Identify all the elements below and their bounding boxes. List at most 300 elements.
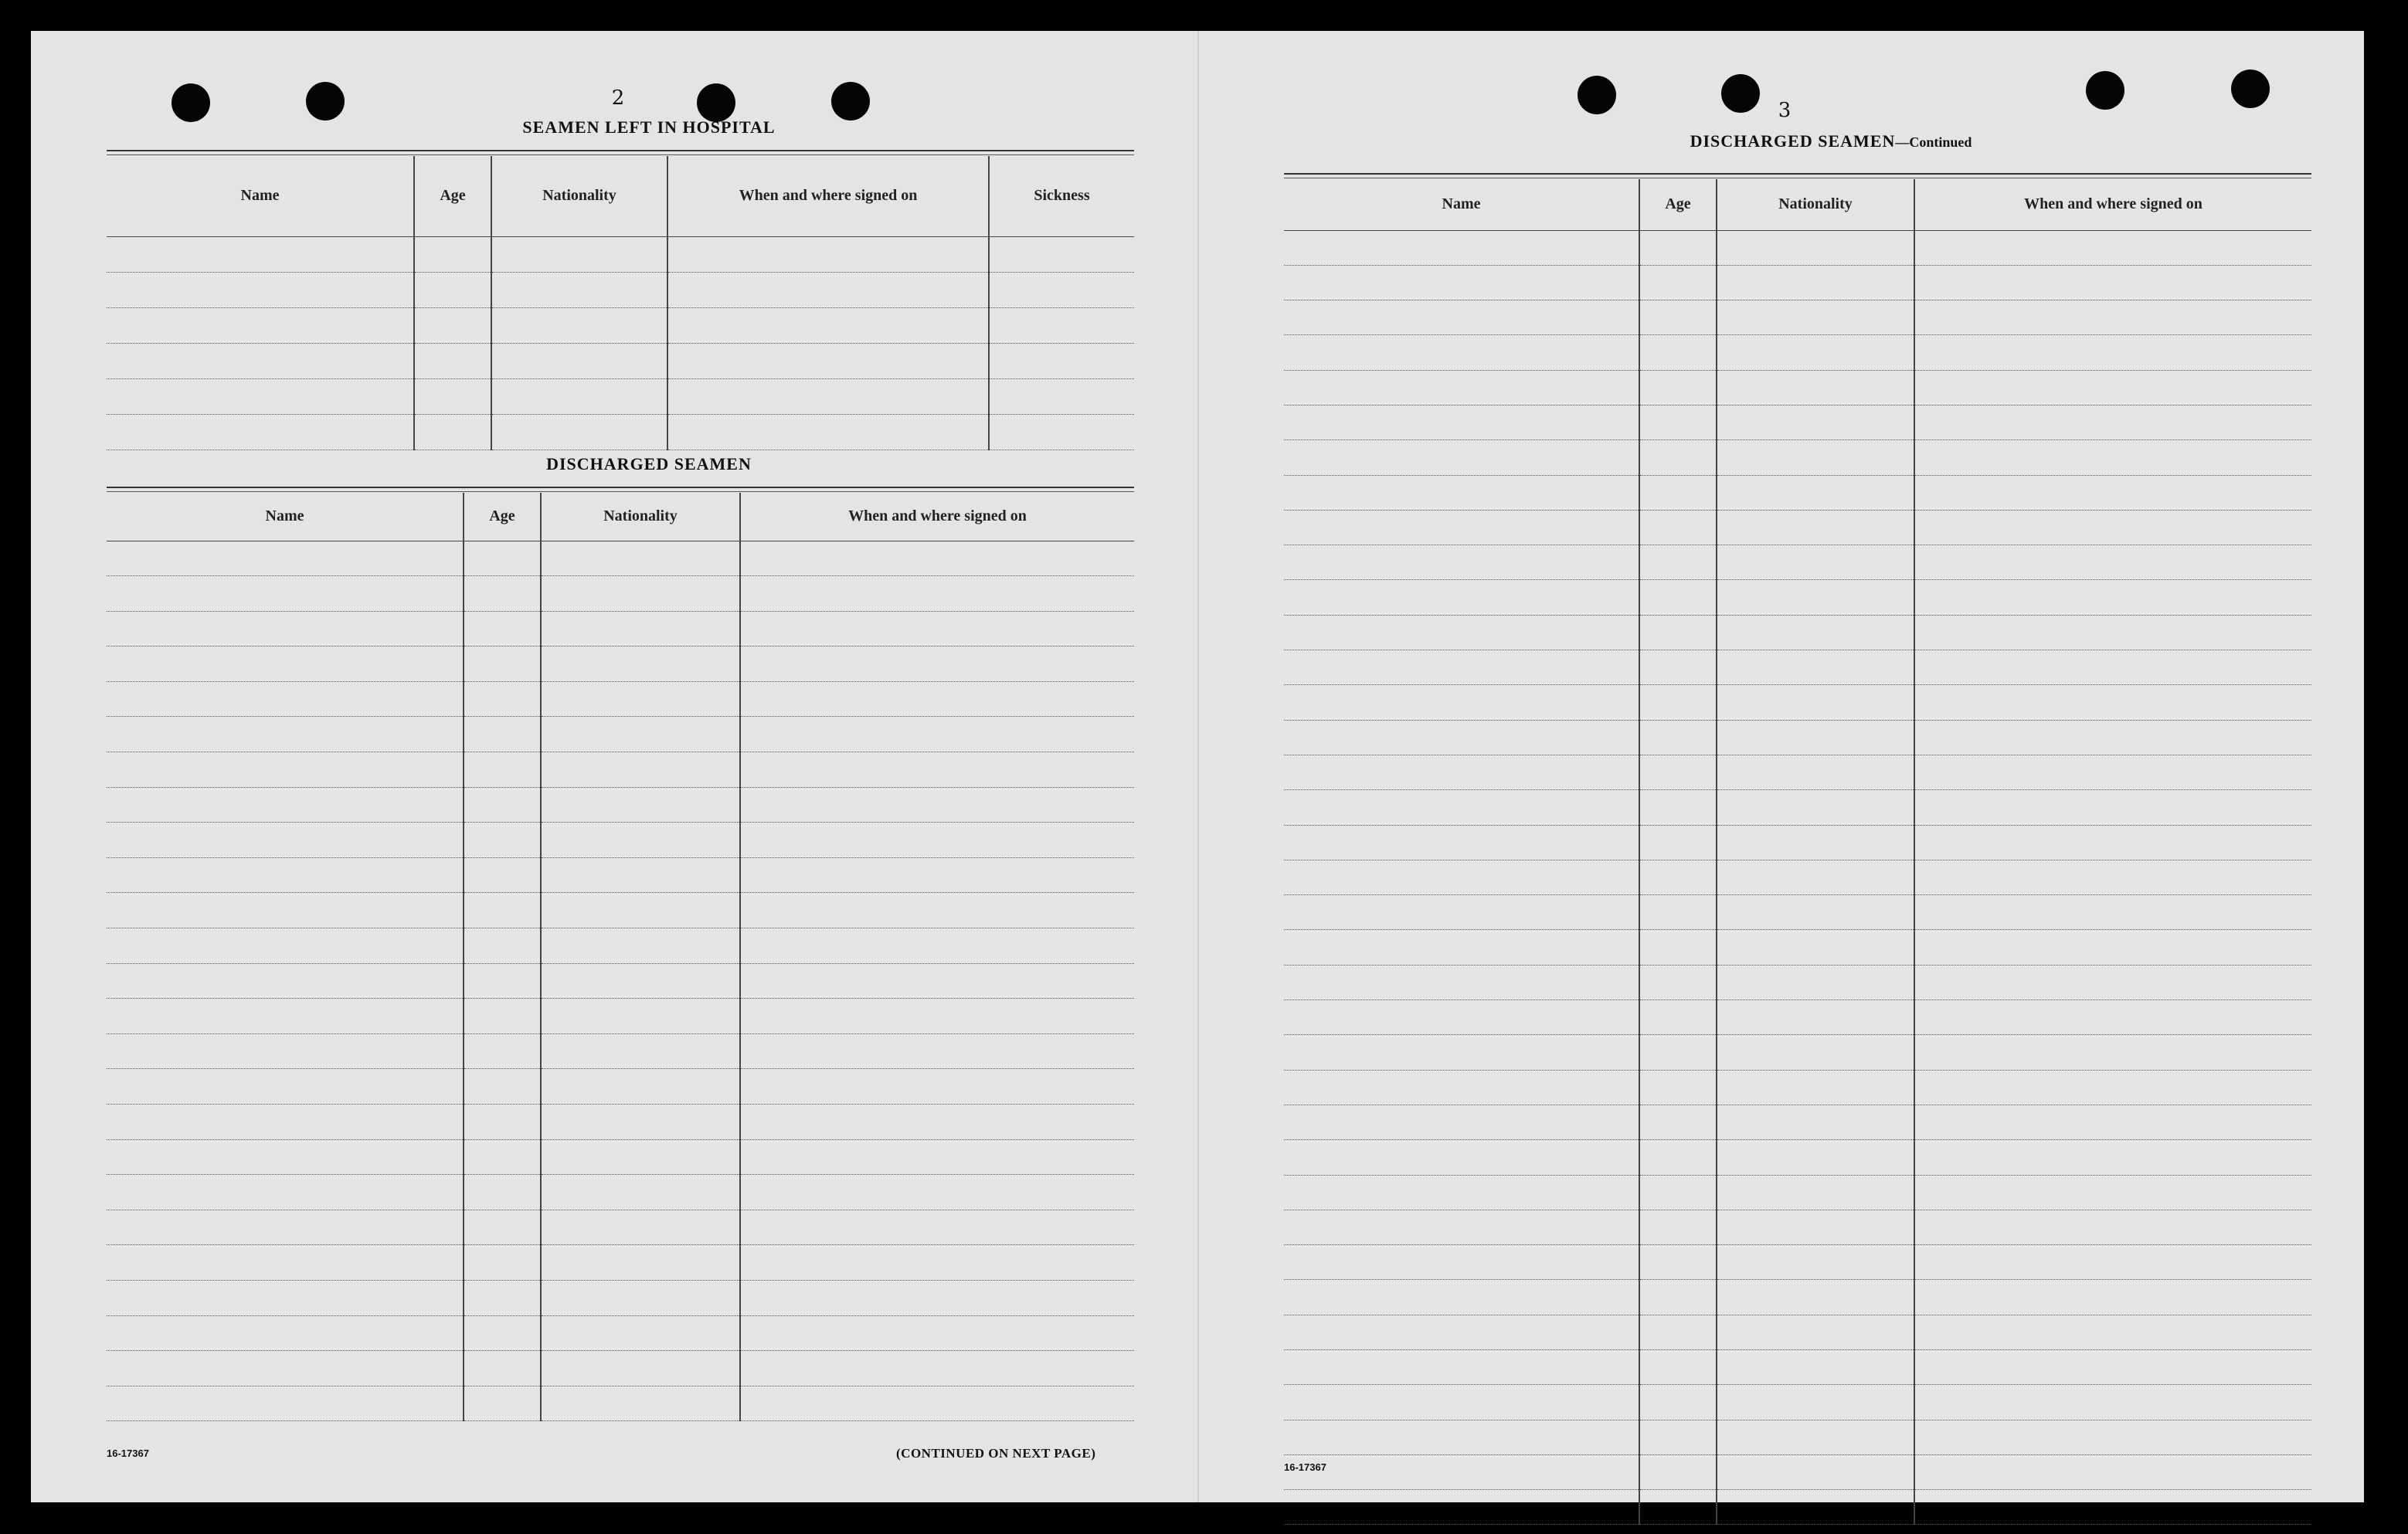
table-cell[interactable] bbox=[1914, 1140, 2311, 1175]
table-cell[interactable] bbox=[491, 414, 667, 450]
table-row bbox=[107, 752, 1134, 788]
table-cell[interactable] bbox=[1639, 685, 1717, 720]
table-cell[interactable] bbox=[1914, 1175, 2311, 1210]
table-cell[interactable] bbox=[1717, 265, 1914, 300]
table-cell[interactable] bbox=[1717, 475, 1914, 510]
table-cell[interactable] bbox=[1914, 1070, 2311, 1105]
table-cell[interactable] bbox=[1717, 580, 1914, 615]
table-cell[interactable] bbox=[740, 823, 1134, 858]
table-cell[interactable] bbox=[541, 681, 740, 717]
table-cell[interactable] bbox=[740, 928, 1134, 964]
table-cell[interactable] bbox=[541, 752, 740, 788]
table-cell[interactable] bbox=[541, 1315, 740, 1351]
table-cell[interactable] bbox=[107, 1315, 464, 1351]
table-cell[interactable] bbox=[107, 928, 464, 964]
table-cell[interactable] bbox=[464, 787, 541, 823]
table-cell[interactable] bbox=[1717, 1420, 1914, 1454]
table-cell[interactable] bbox=[541, 1033, 740, 1069]
table-cell[interactable] bbox=[541, 647, 740, 682]
table-cell[interactable] bbox=[107, 611, 464, 647]
table-row bbox=[107, 963, 1134, 999]
table-cell[interactable] bbox=[541, 1280, 740, 1315]
table-cell[interactable] bbox=[1914, 475, 2311, 510]
table-cell[interactable] bbox=[667, 343, 989, 378]
table-cell[interactable] bbox=[1717, 1000, 1914, 1035]
table-cell[interactable] bbox=[1717, 1175, 1914, 1210]
table-cell[interactable] bbox=[464, 963, 541, 999]
table-cell[interactable] bbox=[414, 378, 491, 414]
table-cell[interactable] bbox=[1717, 510, 1914, 545]
table-cell[interactable] bbox=[1914, 405, 2311, 439]
table-cell[interactable] bbox=[1717, 1210, 1914, 1244]
table-cell[interactable] bbox=[1639, 965, 1717, 999]
table-cell[interactable] bbox=[107, 717, 464, 752]
table-cell[interactable] bbox=[740, 1351, 1134, 1386]
table-cell[interactable] bbox=[1717, 1280, 1914, 1315]
table-cell[interactable] bbox=[464, 541, 541, 576]
table-row bbox=[1284, 650, 2311, 685]
table-cell[interactable] bbox=[107, 1210, 464, 1245]
table-cell[interactable] bbox=[1717, 300, 1914, 335]
table-cell[interactable] bbox=[1717, 615, 1914, 650]
table-cell[interactable] bbox=[1639, 720, 1717, 755]
table-cell[interactable] bbox=[1717, 1105, 1914, 1139]
table-cell[interactable] bbox=[1717, 1385, 1914, 1420]
table-cell[interactable] bbox=[740, 1386, 1134, 1421]
table-cell[interactable] bbox=[1639, 440, 1717, 475]
table-cell[interactable] bbox=[740, 1245, 1134, 1281]
table-cell[interactable] bbox=[1914, 965, 2311, 999]
table-cell[interactable] bbox=[989, 378, 1134, 414]
table-cell[interactable] bbox=[107, 681, 464, 717]
table-cell[interactable] bbox=[1914, 1035, 2311, 1070]
table-cell[interactable] bbox=[740, 681, 1134, 717]
table-cell[interactable] bbox=[1914, 1350, 2311, 1385]
table-cell[interactable] bbox=[1639, 405, 1717, 439]
table-cell[interactable] bbox=[107, 1139, 464, 1175]
table-cell[interactable] bbox=[1284, 720, 1639, 755]
table-cell[interactable] bbox=[541, 541, 740, 576]
table-cell[interactable] bbox=[1284, 755, 1639, 789]
table-cell[interactable] bbox=[1639, 1000, 1717, 1035]
table-cell[interactable] bbox=[1914, 1420, 2311, 1454]
table-cell[interactable] bbox=[464, 1280, 541, 1315]
table-cell[interactable] bbox=[107, 343, 414, 378]
table-cell[interactable] bbox=[1639, 1350, 1717, 1385]
table-cell[interactable] bbox=[107, 1351, 464, 1386]
table-cell[interactable] bbox=[107, 272, 414, 307]
table-cell[interactable] bbox=[740, 893, 1134, 928]
table-cell[interactable] bbox=[107, 576, 464, 612]
table-cell[interactable] bbox=[1914, 615, 2311, 650]
table-cell[interactable] bbox=[464, 1139, 541, 1175]
table-row bbox=[1284, 1245, 2311, 1280]
table-cell[interactable] bbox=[1639, 1140, 1717, 1175]
table-cell[interactable] bbox=[1914, 1490, 2311, 1525]
table-cell[interactable] bbox=[1639, 895, 1717, 930]
table-cell[interactable] bbox=[1717, 370, 1914, 405]
table-cell[interactable] bbox=[1717, 230, 1914, 265]
table-cell[interactable] bbox=[1639, 475, 1717, 510]
table-cell[interactable] bbox=[107, 307, 414, 343]
table-row bbox=[107, 611, 1134, 647]
table-cell[interactable] bbox=[541, 576, 740, 612]
table-cell[interactable] bbox=[464, 1069, 541, 1105]
table-cell[interactable] bbox=[1284, 1140, 1639, 1175]
table-cell[interactable] bbox=[1284, 510, 1639, 545]
table-cell[interactable] bbox=[1717, 825, 1914, 860]
table-cell[interactable] bbox=[1284, 685, 1639, 720]
table-cell[interactable] bbox=[1284, 545, 1639, 580]
table-cell[interactable] bbox=[1914, 825, 2311, 860]
table-cell[interactable] bbox=[541, 787, 740, 823]
table-cell[interactable] bbox=[740, 1139, 1134, 1175]
table-row bbox=[107, 1069, 1134, 1105]
table-cell[interactable] bbox=[414, 236, 491, 272]
table-cell[interactable] bbox=[107, 1033, 464, 1069]
table-cell[interactable] bbox=[740, 1210, 1134, 1245]
table-row bbox=[1284, 1385, 2311, 1420]
table-cell[interactable] bbox=[464, 1245, 541, 1281]
table-cell[interactable] bbox=[1717, 1315, 1914, 1349]
table-cell[interactable] bbox=[1914, 1105, 2311, 1139]
table-cell[interactable] bbox=[107, 787, 464, 823]
table-cell[interactable] bbox=[464, 999, 541, 1034]
table-row bbox=[1284, 1210, 2311, 1244]
table-cell[interactable] bbox=[1914, 895, 2311, 930]
table-cell[interactable] bbox=[1284, 1245, 1639, 1280]
table-cell[interactable] bbox=[541, 717, 740, 752]
table-cell[interactable] bbox=[740, 787, 1134, 823]
table-cell[interactable] bbox=[1914, 230, 2311, 265]
table-cell[interactable] bbox=[1717, 335, 1914, 370]
table-cell[interactable] bbox=[541, 999, 740, 1034]
table-cell[interactable] bbox=[1914, 545, 2311, 580]
table-cell[interactable] bbox=[1639, 580, 1717, 615]
table-cell[interactable] bbox=[1914, 370, 2311, 405]
table-cell[interactable] bbox=[989, 236, 1134, 272]
table-cell[interactable] bbox=[1914, 265, 2311, 300]
table-cell[interactable] bbox=[107, 1280, 464, 1315]
table-cell[interactable] bbox=[1284, 825, 1639, 860]
table-cell[interactable] bbox=[491, 236, 667, 272]
table-cell[interactable] bbox=[1284, 1454, 1639, 1489]
table-cell[interactable] bbox=[1717, 1035, 1914, 1070]
table-cell[interactable] bbox=[1284, 1350, 1639, 1385]
table-cell[interactable] bbox=[740, 541, 1134, 576]
table-cell[interactable] bbox=[1284, 1175, 1639, 1210]
table-cell[interactable] bbox=[1284, 580, 1639, 615]
table-cell[interactable] bbox=[491, 378, 667, 414]
table-cell[interactable] bbox=[1639, 1315, 1717, 1349]
table-cell[interactable] bbox=[464, 752, 541, 788]
table-cell[interactable] bbox=[1717, 930, 1914, 965]
table-cell[interactable] bbox=[1717, 755, 1914, 789]
table-cell[interactable] bbox=[464, 576, 541, 612]
table-row bbox=[1284, 1140, 2311, 1175]
table-cell[interactable] bbox=[1284, 1070, 1639, 1105]
table-cell[interactable] bbox=[464, 647, 541, 682]
table-cell[interactable] bbox=[1639, 1490, 1717, 1525]
table-cell[interactable] bbox=[491, 272, 667, 307]
table-cell[interactable] bbox=[1284, 1385, 1639, 1420]
table-cell[interactable] bbox=[541, 1139, 740, 1175]
table-cell[interactable] bbox=[1717, 720, 1914, 755]
table-cell[interactable] bbox=[1284, 965, 1639, 999]
table-cell[interactable] bbox=[1284, 930, 1639, 965]
table-cell[interactable] bbox=[1717, 860, 1914, 894]
table-cell[interactable] bbox=[1639, 1175, 1717, 1210]
table-cell[interactable] bbox=[1717, 1245, 1914, 1280]
hospital-section-title: SEAMEN LEFT IN HOSPITAL bbox=[522, 117, 776, 137]
table-cell[interactable] bbox=[1639, 545, 1717, 580]
table-cell[interactable] bbox=[464, 823, 541, 858]
table-cell[interactable] bbox=[740, 963, 1134, 999]
table-cell[interactable] bbox=[541, 1351, 740, 1386]
table-cell[interactable] bbox=[740, 1069, 1134, 1105]
table-cell[interactable] bbox=[541, 1210, 740, 1245]
table-cell[interactable] bbox=[1639, 300, 1717, 335]
table-cell[interactable] bbox=[541, 928, 740, 964]
table-cell[interactable] bbox=[740, 1033, 1134, 1069]
table-cell[interactable] bbox=[1284, 475, 1639, 510]
table-cell[interactable] bbox=[1284, 1035, 1639, 1070]
table-cell[interactable] bbox=[1717, 965, 1914, 999]
table-cell[interactable] bbox=[740, 999, 1134, 1034]
table-cell[interactable] bbox=[1717, 1454, 1914, 1489]
table-cell[interactable] bbox=[464, 1210, 541, 1245]
table-row bbox=[107, 343, 1134, 378]
table-cell[interactable] bbox=[1717, 1490, 1914, 1525]
table-cell[interactable] bbox=[1639, 615, 1717, 650]
table-cell[interactable] bbox=[107, 1386, 464, 1421]
table-cell[interactable] bbox=[1639, 1210, 1717, 1244]
table-cell[interactable] bbox=[1639, 650, 1717, 685]
table-cell[interactable] bbox=[541, 823, 740, 858]
table-cell[interactable] bbox=[107, 236, 414, 272]
table-cell[interactable] bbox=[1717, 440, 1914, 475]
table-cell[interactable] bbox=[1284, 1105, 1639, 1139]
table-cell[interactable] bbox=[1914, 1315, 2311, 1349]
table-row bbox=[107, 1033, 1134, 1069]
table-cell[interactable] bbox=[107, 1245, 464, 1281]
table-cell[interactable] bbox=[1639, 1280, 1717, 1315]
table-cell[interactable] bbox=[1639, 1070, 1717, 1105]
table-cell[interactable] bbox=[107, 414, 414, 450]
table-cell[interactable] bbox=[740, 1175, 1134, 1210]
table-cell[interactable] bbox=[1639, 1105, 1717, 1139]
table-cell[interactable] bbox=[740, 1105, 1134, 1140]
table-cell[interactable] bbox=[1914, 930, 2311, 965]
table-cell[interactable] bbox=[1914, 720, 2311, 755]
table-cell[interactable] bbox=[1639, 1454, 1717, 1489]
table-cell[interactable] bbox=[1639, 1420, 1717, 1454]
table-cell[interactable] bbox=[1639, 755, 1717, 789]
table-cell[interactable] bbox=[414, 414, 491, 450]
table-cell[interactable] bbox=[1284, 370, 1639, 405]
table-row bbox=[107, 1210, 1134, 1245]
table-cell[interactable] bbox=[464, 1351, 541, 1386]
table-cell[interactable] bbox=[1284, 650, 1639, 685]
table-row bbox=[1284, 440, 2311, 475]
table-cell[interactable] bbox=[1914, 685, 2311, 720]
table-cell[interactable] bbox=[740, 1315, 1134, 1351]
table-cell[interactable] bbox=[491, 307, 667, 343]
table-cell[interactable] bbox=[107, 541, 464, 576]
table-cell[interactable] bbox=[1284, 1210, 1639, 1244]
table-cell[interactable] bbox=[1284, 895, 1639, 930]
table-cell[interactable] bbox=[1914, 335, 2311, 370]
table-cell[interactable] bbox=[1284, 335, 1639, 370]
table-cell[interactable] bbox=[989, 414, 1134, 450]
table-cell[interactable] bbox=[491, 343, 667, 378]
table-cell[interactable] bbox=[1717, 685, 1914, 720]
table-cell[interactable] bbox=[1914, 1245, 2311, 1280]
table-cell[interactable] bbox=[1639, 1245, 1717, 1280]
table-cell[interactable] bbox=[1639, 860, 1717, 894]
table-cell[interactable] bbox=[1639, 790, 1717, 825]
table-cell[interactable] bbox=[1914, 510, 2311, 545]
table-cell[interactable] bbox=[667, 272, 989, 307]
table-row bbox=[1284, 1105, 2311, 1139]
table-cell[interactable] bbox=[464, 893, 541, 928]
table-cell[interactable] bbox=[1717, 790, 1914, 825]
table-cell[interactable] bbox=[1639, 230, 1717, 265]
table-cell[interactable] bbox=[1914, 650, 2311, 685]
table-cell[interactable] bbox=[1914, 1000, 2311, 1035]
table-cell[interactable] bbox=[1284, 405, 1639, 439]
table-cell[interactable] bbox=[541, 1386, 740, 1421]
table-cell[interactable] bbox=[1914, 1280, 2311, 1315]
table-cell[interactable] bbox=[414, 307, 491, 343]
table-cell[interactable] bbox=[1284, 265, 1639, 300]
table-cell[interactable] bbox=[740, 1280, 1134, 1315]
table-cell[interactable] bbox=[107, 1175, 464, 1210]
table-row bbox=[1284, 405, 2311, 439]
table-cell[interactable] bbox=[464, 857, 541, 893]
table-cell[interactable] bbox=[989, 343, 1134, 378]
table-cell[interactable] bbox=[1717, 1070, 1914, 1105]
table-cell[interactable] bbox=[740, 576, 1134, 612]
table-cell[interactable] bbox=[1284, 860, 1639, 894]
table-cell[interactable] bbox=[464, 1315, 541, 1351]
table-cell[interactable] bbox=[107, 999, 464, 1034]
table-cell[interactable] bbox=[1639, 1035, 1717, 1070]
table-cell[interactable] bbox=[464, 1033, 541, 1069]
table-cell[interactable] bbox=[1914, 1385, 2311, 1420]
table-cell[interactable] bbox=[1284, 440, 1639, 475]
table-cell[interactable] bbox=[464, 1105, 541, 1140]
table-cell[interactable] bbox=[107, 1105, 464, 1140]
table-cell[interactable] bbox=[107, 1069, 464, 1105]
table-cell[interactable] bbox=[1639, 510, 1717, 545]
table-cell[interactable] bbox=[667, 378, 989, 414]
table-cell[interactable] bbox=[414, 272, 491, 307]
table-row bbox=[1284, 720, 2311, 755]
table-cell[interactable] bbox=[1284, 1490, 1639, 1525]
hospital-title-rule bbox=[107, 150, 1134, 155]
table-cell[interactable] bbox=[541, 1069, 740, 1105]
table-cell[interactable] bbox=[1284, 1420, 1639, 1454]
table-cell[interactable] bbox=[1717, 1350, 1914, 1385]
table-cell[interactable] bbox=[107, 647, 464, 682]
table-row bbox=[107, 787, 1134, 823]
table-cell[interactable] bbox=[740, 717, 1134, 752]
table-cell[interactable] bbox=[107, 823, 464, 858]
table-cell[interactable] bbox=[1639, 335, 1717, 370]
table-cell[interactable] bbox=[107, 893, 464, 928]
table-cell[interactable] bbox=[1914, 790, 2311, 825]
table-cell[interactable] bbox=[541, 893, 740, 928]
table-cell[interactable] bbox=[1914, 1454, 2311, 1489]
table-cell[interactable] bbox=[1284, 790, 1639, 825]
table-cell[interactable] bbox=[464, 681, 541, 717]
table-cell[interactable] bbox=[1717, 405, 1914, 439]
table-cell[interactable] bbox=[541, 963, 740, 999]
table-cell[interactable] bbox=[1284, 1000, 1639, 1035]
table-cell[interactable] bbox=[740, 752, 1134, 788]
table-cell[interactable] bbox=[667, 236, 989, 272]
table-cell[interactable] bbox=[1284, 300, 1639, 335]
table-cell[interactable] bbox=[541, 1245, 740, 1281]
table-row bbox=[107, 272, 1134, 307]
table-row bbox=[107, 1175, 1134, 1210]
table-cell[interactable] bbox=[1914, 300, 2311, 335]
table-cell[interactable] bbox=[1639, 825, 1717, 860]
table-cell[interactable] bbox=[541, 857, 740, 893]
table-cell[interactable] bbox=[1639, 930, 1717, 965]
table-cell[interactable] bbox=[1914, 440, 2311, 475]
table-cell[interactable] bbox=[740, 611, 1134, 647]
table-cell[interactable] bbox=[989, 272, 1134, 307]
table-cell[interactable] bbox=[464, 1175, 541, 1210]
table-cell[interactable] bbox=[1914, 1210, 2311, 1244]
table-cell[interactable] bbox=[740, 857, 1134, 893]
table-cell[interactable] bbox=[464, 717, 541, 752]
table-cell[interactable] bbox=[667, 307, 989, 343]
table-cell[interactable] bbox=[107, 752, 464, 788]
table-cell[interactable] bbox=[740, 647, 1134, 682]
table-cell[interactable] bbox=[464, 928, 541, 964]
table-cell[interactable] bbox=[1717, 650, 1914, 685]
table-cell[interactable] bbox=[1284, 1315, 1639, 1349]
table-cell[interactable] bbox=[1639, 370, 1717, 405]
table-cell[interactable] bbox=[1914, 580, 2311, 615]
table-cell[interactable] bbox=[1914, 860, 2311, 894]
table-cell[interactable] bbox=[107, 857, 464, 893]
table-row bbox=[107, 414, 1134, 450]
table-cell[interactable] bbox=[464, 1386, 541, 1421]
table-cell[interactable] bbox=[667, 414, 989, 450]
table-cell[interactable] bbox=[989, 307, 1134, 343]
table-cell[interactable] bbox=[1284, 615, 1639, 650]
table-cell[interactable] bbox=[1639, 1385, 1717, 1420]
table-cell[interactable] bbox=[1717, 545, 1914, 580]
table-cell[interactable] bbox=[541, 611, 740, 647]
table-cell[interactable] bbox=[414, 343, 491, 378]
table-cell[interactable] bbox=[1639, 265, 1717, 300]
table-cell[interactable] bbox=[1284, 230, 1639, 265]
table-cell[interactable] bbox=[541, 1105, 740, 1140]
table-cell[interactable] bbox=[107, 963, 464, 999]
table-cell[interactable] bbox=[464, 611, 541, 647]
table-cell[interactable] bbox=[107, 378, 414, 414]
table-cell[interactable] bbox=[541, 1175, 740, 1210]
table-cell[interactable] bbox=[1717, 1140, 1914, 1175]
table-cell[interactable] bbox=[1914, 755, 2311, 789]
table-cell[interactable] bbox=[1717, 895, 1914, 930]
table-cell[interactable] bbox=[1284, 1280, 1639, 1315]
